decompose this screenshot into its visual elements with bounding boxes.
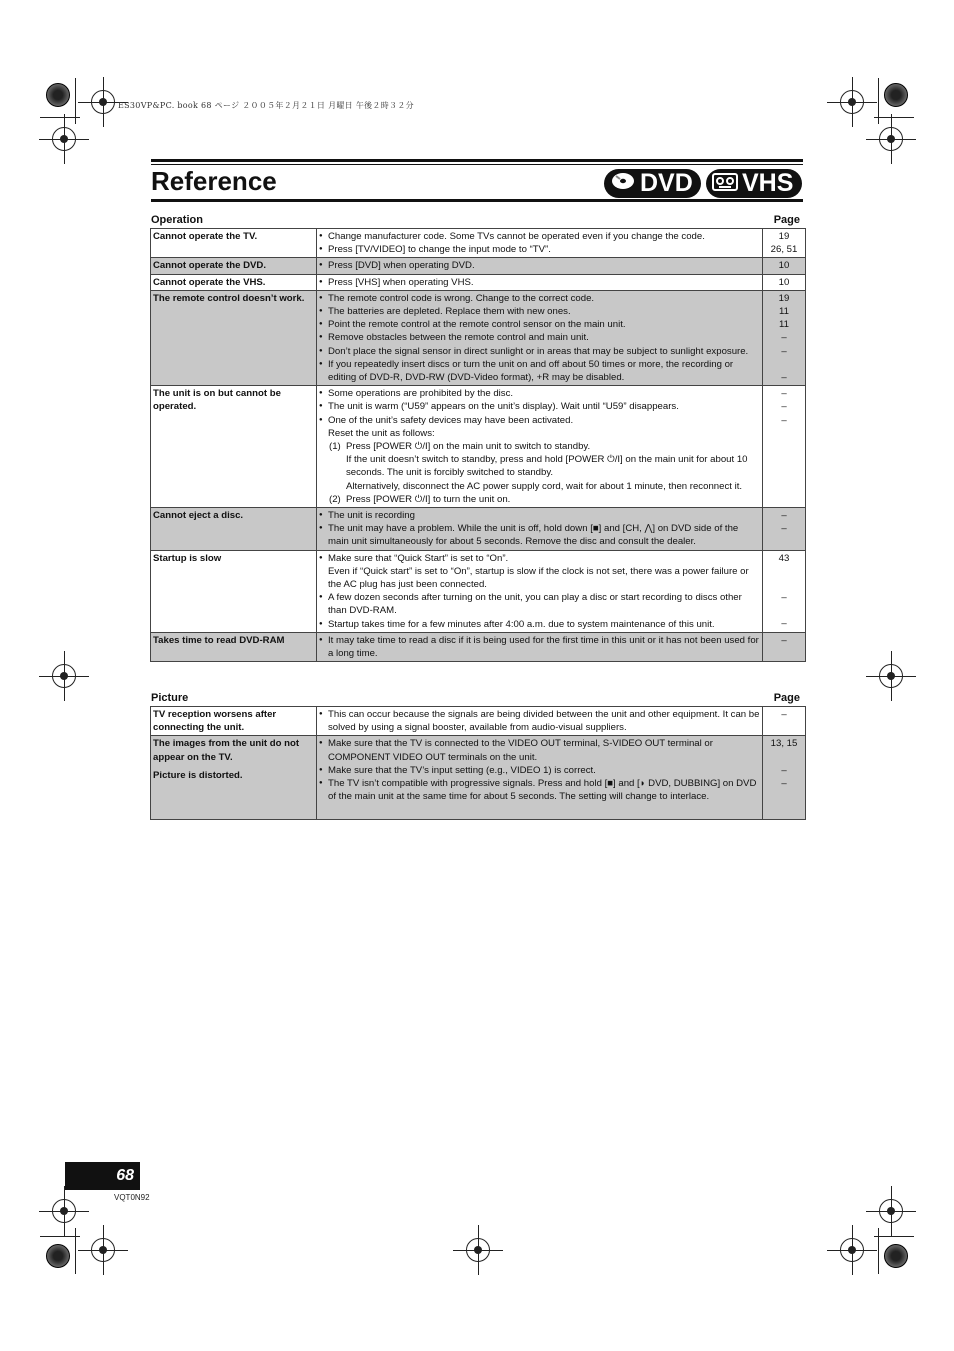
page-ref: 11 <box>779 306 789 318</box>
problem-cell: Cannot operate the TV. <box>151 229 317 258</box>
solution-line: ● The batteries are depleted. Replace them with new ones. <box>319 305 760 318</box>
solution-line: ● The unit may have a problem. While the unit is off, hold down [■] and [CH, ⋀] on DVD side of the main unit simultaneously for about 5 seconds. Remove the disc and consult the dealer. <box>319 522 760 548</box>
page-ref: 26, 51 <box>770 244 798 256</box>
registration-mark <box>840 1238 864 1262</box>
solution-line: ● Change manufacturer code. Some TVs cannot be operated even if you change the code. <box>319 230 760 243</box>
table-row <box>151 508 806 551</box>
page-cell <box>763 290 806 385</box>
page-cell <box>763 736 806 820</box>
problem-cell: Cannot operate the DVD. <box>151 258 317 274</box>
solution-line: ● Make sure that the TV is connected to the VIDEO OUT terminal, S-VIDEO OUT terminal or COMPONENT VIDEO OUT terminals on the unit. <box>319 737 760 763</box>
page-ref: – <box>781 371 787 383</box>
badge-label: VHS <box>742 169 794 197</box>
page-title: Reference <box>151 166 277 196</box>
solution-line: ● Don’t place the signal sensor in direct sunlight or in areas that may be subject to sunlight exposure. <box>319 345 760 358</box>
registration-mark <box>52 1199 76 1223</box>
table-row <box>151 736 806 820</box>
solution-line: ● Press [TV/VIDEO] to change the input mode to “TV”. <box>319 243 760 256</box>
solution-cell <box>317 258 763 274</box>
operation-heading <box>151 214 800 226</box>
solution-line: ● A few dozen seconds after turning on the unit, you can play a disc or start recording to discs other than DVD-RAM. <box>319 591 760 617</box>
problem-cell: TV reception worsens after connecting the unit. <box>151 707 317 736</box>
page-column-heading: Page <box>773 692 800 704</box>
dvd-badge <box>604 169 701 198</box>
solution-line: ● Remove obstacles between the remote control and main unit. <box>319 331 760 344</box>
badge-label: DVD <box>640 169 693 197</box>
problem-cell: Startup is slow <box>151 550 317 632</box>
solution-line: ● This can occur because the signals are being divided between the unit and other equipment. It can be solved by using a signal booster, available from audio-visual suppliers. <box>319 708 760 734</box>
crop-line <box>874 1236 914 1237</box>
section-title: Operation <box>151 214 203 226</box>
table-row <box>151 632 806 661</box>
vhs-badge <box>706 169 802 198</box>
solution-cell <box>317 274 763 290</box>
step-text: Press [POWER ⏻/I] on the main unit to switch to standby. <box>346 441 591 453</box>
page-cell: 10 <box>763 258 806 274</box>
solution-line: ● The unit is warm (“U59” appears on the unit’s display). Wait until “U59” disappears. <box>319 400 760 413</box>
solution-cell <box>317 707 763 736</box>
solution-line: ● Press [VHS] when operating VHS. <box>319 276 760 289</box>
disc-icon <box>610 169 636 198</box>
solution-line: ● The TV isn’t compatible with progressive signals. Press and hold [■] and [◗ DVD, DUBBING] on DVD of the main unit at the same time for about 5 seconds. The setting will change to interlace. <box>319 777 760 803</box>
solution-note: Reset the unit as follows: <box>328 427 435 439</box>
registration-mark <box>52 127 76 151</box>
solution-line: ● Startup takes time for a few minutes after 4:00 a.m. due to system maintenance of this unit. <box>319 618 760 631</box>
solution-cell <box>317 508 763 551</box>
problem-cell: The remote control doesn’t work. <box>151 290 317 385</box>
page-ref: – <box>781 332 787 344</box>
registration-mark <box>52 664 76 688</box>
solution-line: ● Make sure that the TV’s input setting (e.g., VIDEO 1) is correct. <box>319 764 760 777</box>
solution-cell <box>317 736 763 820</box>
solution-step <box>319 440 760 453</box>
page-cell: – <box>763 707 806 736</box>
table-row <box>151 550 806 632</box>
page-ref: – <box>781 414 787 426</box>
solution-line: ● It may take time to read a disc if it is being used for the first time in this unit or it has not been used for a long time. <box>319 634 760 660</box>
page-ref: 19 <box>778 231 790 242</box>
solution-line: ● One of the unit’s safety devices may have been activated. <box>319 414 760 427</box>
table-row <box>151 386 806 508</box>
document-code: VQT0N92 <box>114 1193 150 1202</box>
registration-mark <box>879 1199 903 1223</box>
picture-heading <box>151 692 800 704</box>
registration-blob <box>884 1244 908 1268</box>
table-row <box>151 707 806 736</box>
page-ref: – <box>781 764 787 776</box>
solution-cell <box>317 386 763 508</box>
page-number: 68 <box>65 1162 140 1190</box>
print-header: ES30VP&PC. book 68 ページ ２００５年２月２１日 月曜日 午後２時３２分 <box>118 101 414 110</box>
page-ref: 43 <box>778 552 790 564</box>
page-ref: – <box>781 591 787 603</box>
solution-line: ● Make sure that “Quick Start” is set to “On”. <box>319 552 760 565</box>
page-ref: – <box>781 523 787 535</box>
table-row <box>151 258 806 274</box>
registration-mark <box>879 664 903 688</box>
solution-cell <box>317 632 763 661</box>
solution-line: ● Point the remote control at the remote control sensor on the main unit. <box>319 318 760 331</box>
registration-blob <box>46 83 70 107</box>
registration-mark <box>466 1238 490 1262</box>
problem-cell: The unit is on but cannot be operated. <box>151 386 317 508</box>
title-rule <box>151 164 803 165</box>
page-ref: 19 <box>778 292 790 304</box>
section-title: Picture <box>151 692 189 704</box>
solution-line: ● If you repeatedly insert discs or turn the unit on and off about 50 times or more, the recording or editing of DVD-R, DVD-RW (DVD-Video format), +R may be disabled. <box>319 358 760 384</box>
registration-blob <box>46 1244 70 1268</box>
page-cell: 10 <box>763 274 806 290</box>
operation-table <box>150 228 806 662</box>
crop-line <box>874 117 914 118</box>
table-row <box>151 229 806 258</box>
solution-line: ● Some operations are prohibited by the disc. <box>319 387 760 400</box>
problem-cell: Takes time to read DVD-RAM <box>151 632 317 661</box>
cassette-icon <box>712 169 738 198</box>
step-detail: If the unit doesn’t switch to standby, press and hold [POWER ⏻/I] on the main unit for about 10 seconds. The unit is forcibly switched to standby. <box>346 454 748 479</box>
problem-text: Picture is distorted. <box>153 769 243 781</box>
page-ref: – <box>781 777 787 789</box>
problem-cell: Cannot eject a disc. <box>151 508 317 551</box>
table-row <box>151 290 806 385</box>
problem-cell: Cannot operate the VHS. <box>151 274 317 290</box>
title-rule <box>151 199 803 202</box>
solution-line: ● The remote control code is wrong. Change to the correct code. <box>319 292 760 305</box>
page-column-heading: Page <box>773 214 800 226</box>
solution-note: Even if “Quick start” is set to “On”, startup is slow if the clock is not set, there was a power failure or the AC plug has just been connected. <box>328 565 749 591</box>
page-cell <box>763 386 806 508</box>
problem-text: The images from the unit do not appear on the TV. <box>153 738 300 763</box>
page-ref: – <box>781 345 787 357</box>
registration-mark <box>91 1238 115 1262</box>
page-cell <box>763 550 806 632</box>
crop-line <box>40 117 80 118</box>
solution-cell <box>317 550 763 632</box>
registration-mark <box>879 127 903 151</box>
step-text: Press [POWER ⏻/I] to turn the unit on. <box>346 493 511 505</box>
page-ref: 11 <box>779 319 789 331</box>
solution-cell <box>317 229 763 258</box>
solution-cell <box>317 290 763 385</box>
step-number: (1) <box>329 441 341 453</box>
page-ref: – <box>781 618 787 630</box>
solution-step <box>319 493 760 506</box>
page-ref: – <box>781 388 787 400</box>
page-ref: – <box>781 510 787 522</box>
registration-mark <box>91 90 115 114</box>
page-ref: 13, 15 <box>770 738 798 750</box>
page-ref: – <box>781 401 787 413</box>
page-cell: – <box>763 632 806 661</box>
step-number: (2) <box>329 493 341 505</box>
crop-line <box>75 1228 76 1274</box>
registration-blob <box>884 83 908 107</box>
solution-line: ● Press [DVD] when operating DVD. <box>319 259 760 272</box>
registration-mark <box>840 90 864 114</box>
step-detail: Alternatively, disconnect the AC power supply cord, wait for about 1 minute, then reconnect it. <box>346 480 743 492</box>
title-rule <box>151 159 803 162</box>
page-cell <box>763 508 806 551</box>
table-row <box>151 274 806 290</box>
crop-line <box>40 1236 80 1237</box>
solution-line: ● The unit is recording <box>319 509 760 522</box>
picture-table <box>150 706 806 820</box>
crop-line <box>878 1228 879 1274</box>
problem-cell <box>151 736 317 820</box>
page-cell <box>763 229 806 258</box>
